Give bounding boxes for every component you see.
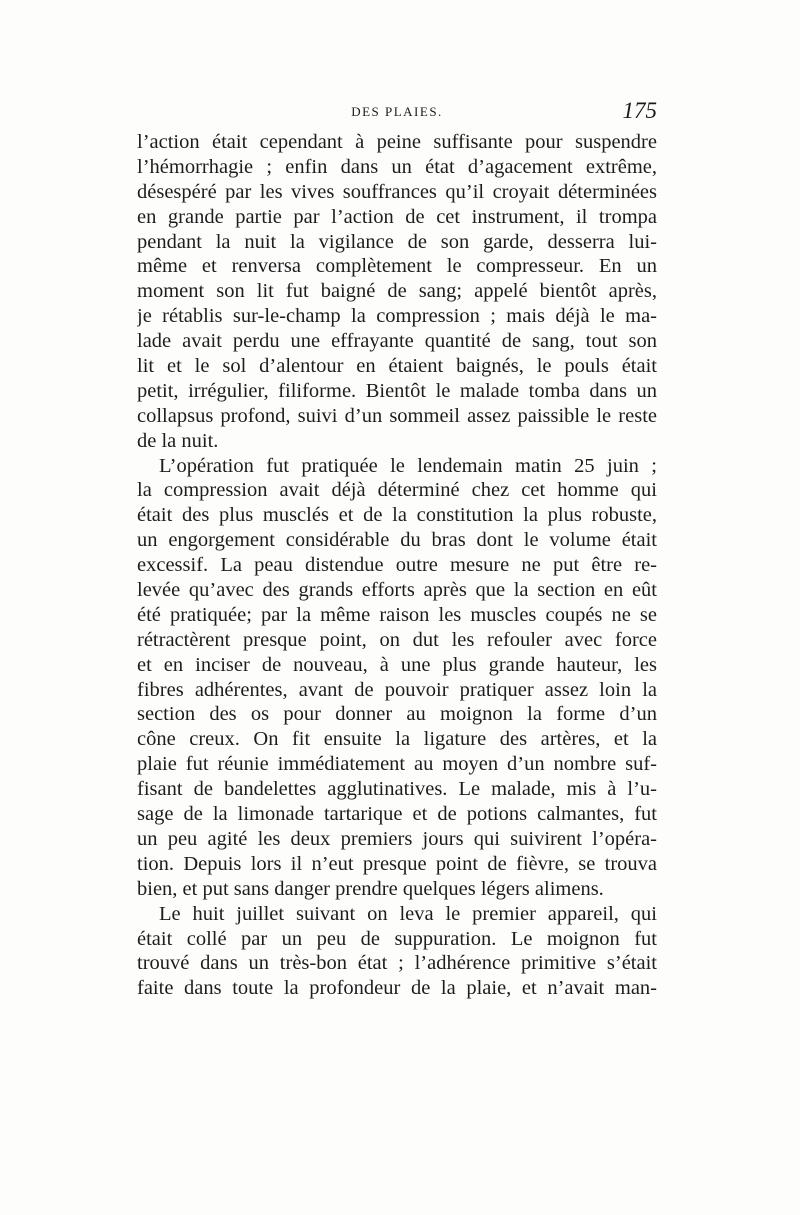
text-line: fisant de bandelettes agglutinatives. Le malade, mis à l’u- (137, 778, 657, 801)
text-line: même et renversa complètement le compresseur. En un (137, 255, 657, 278)
text-line: levée qu’avec des grands efforts après que la section en eût (137, 579, 657, 602)
text-line: pendant la nuit la vigilance de son garde, desserra lui- (137, 230, 657, 253)
text-line: petit, irrégulier, filiforme. Bientôt le malade tomba dans un (137, 379, 657, 402)
text-line: fibres adhérentes, avant de pouvoir pratiquer assez loin la (137, 678, 657, 701)
text-line: l’action était cependant à peine suffisante pour suspendre (137, 131, 657, 153)
text-line: lit et le sol d’alentour en étaient baignés, le pouls était (137, 355, 657, 378)
text-line: en grande partie par l’action de cet instrument, il trompa (137, 205, 657, 228)
text-line: été pratiquée; par la même raison les muscles coupés ne se (137, 603, 657, 626)
text-line: je rétablis sur-le-champ la compression ; mais déjà le ma- (137, 305, 657, 328)
paragraph-end-line: de la nuit. (137, 429, 219, 452)
running-title: DES PLAIES. (351, 104, 443, 119)
text-line: faite dans toute la profondeur de la plaie, et n’avait man- (137, 977, 657, 1000)
text-line: moment son lit fut baigné de sang; appelé bientôt après, (137, 280, 657, 303)
text-line: sage de la limonade tartarique et de potions calmantes, fut (137, 803, 657, 826)
page-number: 175 (622, 98, 657, 123)
text-line: était des plus musclés et de la constitution la plus robuste, (137, 504, 657, 527)
text-line: tion. Depuis lors il n’eut presque point de fièvre, se trouva (137, 852, 657, 875)
text-line: et en inciser de nouveau, à une plus grande hauteur, les (137, 653, 657, 676)
text-line: rétractèrent presque point, on dut les refouler avec force (137, 628, 657, 651)
paragraph-end-line: bien, et put sans danger prendre quelques légers alimens. (137, 877, 604, 900)
text-line: était collé par un peu de suppuration. Le moignon fut (137, 927, 657, 950)
text-line: section des os pour donner au moignon la forme d’un (137, 703, 657, 726)
paragraph-start-line: L’opération fut pratiquée le lendemain matin 25 juin ; (159, 454, 657, 477)
running-head (137, 98, 657, 128)
text-line: excessif. La peau distendue outre mesure ne put être re- (137, 554, 657, 577)
text-line: la compression avait déjà déterminé chez cet homme qui (137, 479, 657, 502)
text-line: lade avait perdu une effrayante quantité de sang, tout son (137, 330, 657, 353)
text-line: désespéré par les vives souffrances qu’il croyait déterminées (137, 180, 657, 203)
paragraph-start-line: Le huit juillet suivant on leva le premier appareil, qui (159, 902, 657, 925)
text-line: trouvé dans un très-bon état ; l’adhérence primitive s’était (137, 952, 657, 975)
text-line: l’hémorrhagie ; enfin dans un état d’agacement extrême, (137, 155, 657, 178)
text-line: plaie fut réunie immédiatement au moyen d’un nombre suf- (137, 753, 657, 776)
text-line: cône creux. On fit ensuite la ligature des artères, et la (137, 728, 657, 751)
text-line: collapsus profond, suivi d’un sommeil assez paissible le reste (137, 404, 657, 427)
body-text (137, 130, 657, 1001)
text-line: un peu agité les deux premiers jours qui suivirent l’opéra- (137, 827, 657, 850)
text-line: un engorgement considérable du bras dont le volume était (137, 529, 657, 552)
